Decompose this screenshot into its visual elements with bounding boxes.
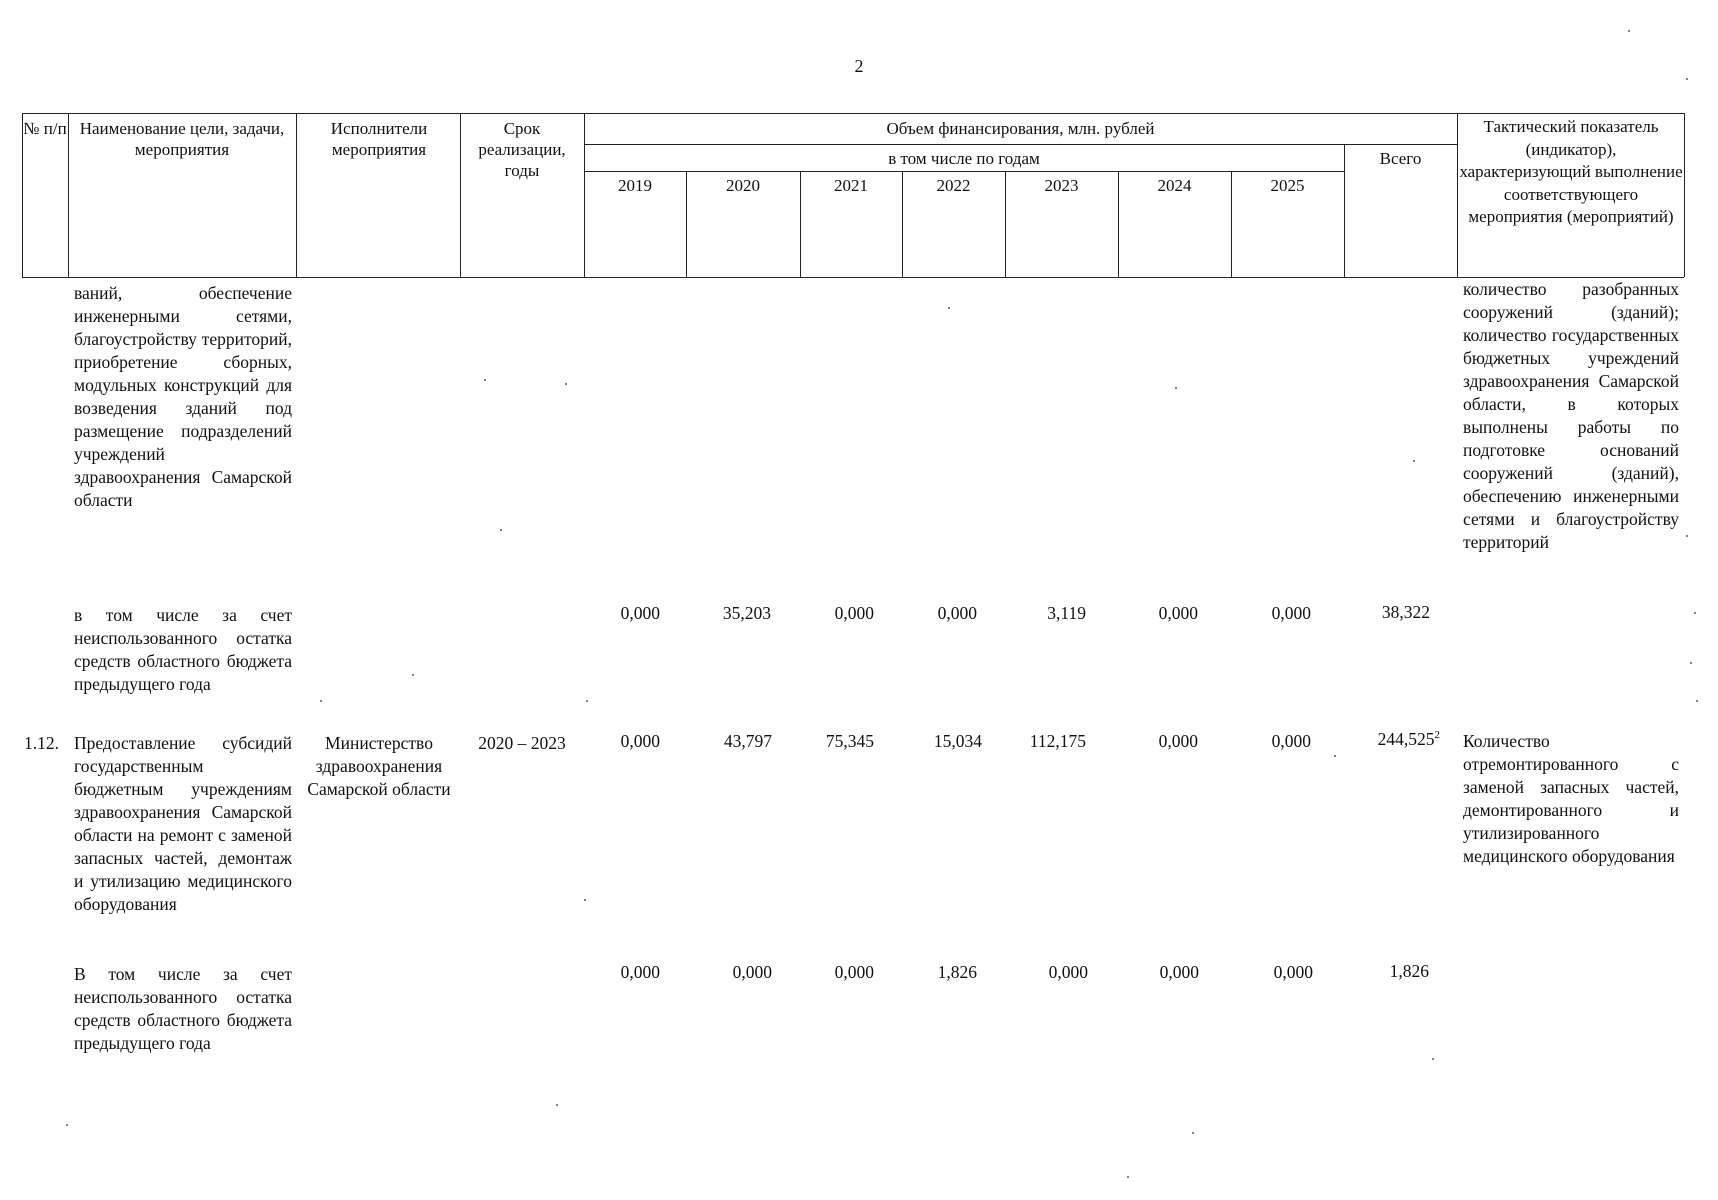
value-2025: 0,000 — [1271, 603, 1311, 623]
header-year: 2024 — [1157, 176, 1192, 195]
value-2020: 35,203 — [722, 603, 771, 623]
row-name: В том числе за счет неиспользованного остатка средств областного бюджета предыдущего года — [74, 964, 292, 1053]
value-2021: 0,000 — [834, 603, 874, 623]
header-by-years: в том числе по годам — [888, 149, 1040, 168]
row-indicator: количество разобранных сооружений (зданий); количество государственных бюджетных учреждений здравоохранения Самарской области, в которых выполнены работы по подготовке оснований сооружений (зданий), обеспечению инженерными сетями и благоустройству территорий — [1463, 279, 1679, 552]
row-name: Предоставление субсидий государственным бюджетным учреждениям здравоохранения Самарской области на ремонт с заменой запасных частей, демонтаж и утилизацию медицинского оборудования — [74, 733, 292, 914]
header-year: 2019 — [618, 176, 652, 195]
header-executors: Исполнители мероприятия — [330, 119, 428, 159]
value-2021: 0,000 — [834, 962, 874, 982]
header-year: 2021 — [834, 176, 868, 195]
row-name: в том числе за счет неиспользованного остатка средств областного бюджета предыдущего года — [74, 605, 292, 694]
value-total — [1350, 729, 1440, 750]
value-2022: 15,034 — [933, 731, 982, 751]
header-year: 2025 — [1270, 176, 1305, 195]
header-year: 2020 — [726, 176, 760, 195]
row-indicator: Количество отремонтированного с заменой запасных частей, демонтированного и утилизированного медицинского оборудования — [1463, 731, 1679, 866]
value-2020: 43,797 — [723, 731, 772, 751]
value-2024: 0,000 — [1159, 962, 1199, 982]
value-2019: 0,000 — [620, 962, 660, 982]
value-2022: 1,826 — [937, 962, 977, 982]
page-number: 2 — [854, 56, 864, 76]
header-number: № п/п — [23, 119, 67, 138]
row-executor: Министерство здравоохранения Самарской области — [307, 733, 451, 799]
footnote-mark: 2 — [1434, 729, 1440, 742]
header-indicator: Тактический показатель (индикатор), характеризующий выполнение соответствующего мероприятия (мероприятий) — [1459, 117, 1683, 226]
header-term: Срок реализации, годы — [478, 119, 566, 180]
value-2025: 0,000 — [1271, 731, 1311, 751]
value-total: 38,322 — [1381, 602, 1430, 622]
value-2019: 0,000 — [620, 731, 660, 751]
value-2022: 0,000 — [937, 603, 977, 623]
value-2025: 0,000 — [1273, 962, 1313, 982]
value-2021: 75,345 — [825, 731, 874, 751]
row-name: ваний, обеспечение инженерными сетями, благоустройству территорий, приобретение сборных, модульных конструкций для возведения зданий под размещение подразделений учреждений здравоохранения Самарской области — [74, 283, 292, 510]
value-2023: 0,000 — [1048, 962, 1088, 982]
value-2019: 0,000 — [620, 603, 660, 623]
value-2024: 0,000 — [1158, 731, 1198, 751]
row-number: 1.12. — [24, 733, 59, 753]
row-term: 2020 – 2023 — [478, 733, 566, 753]
value-total-number: 244,525 — [1377, 729, 1435, 749]
header-funding: Объем финансирования, млн. рублей — [886, 119, 1155, 138]
value-2023: 112,175 — [1029, 731, 1086, 751]
header-year: 2023 — [1044, 176, 1079, 195]
header-total: Всего — [1379, 149, 1422, 168]
value-total: 1,826 — [1389, 961, 1429, 981]
value-2023: 3,119 — [1047, 603, 1086, 623]
header-year: 2022 — [936, 176, 971, 195]
header-name: Наименование цели, задачи, мероприятия — [79, 119, 285, 159]
value-2024: 0,000 — [1158, 603, 1198, 623]
value-2020: 0,000 — [732, 962, 772, 982]
